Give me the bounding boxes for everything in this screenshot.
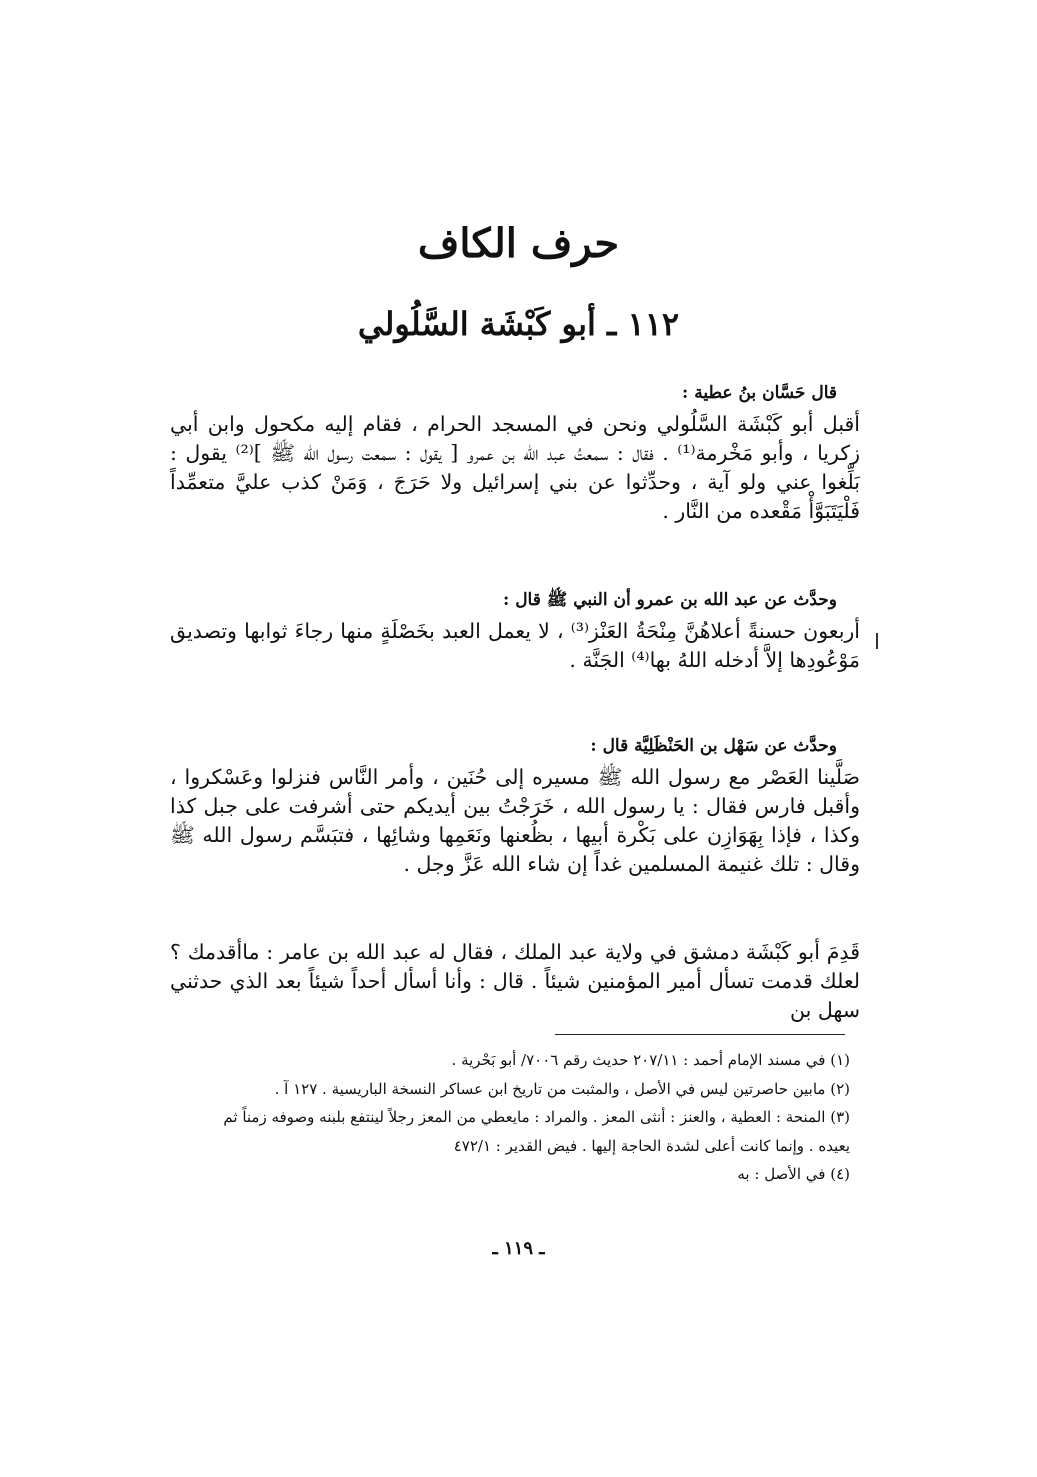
- section-3-intro: وحدَّث عن سَهْل بن الحَنْظَلِيَّة قال :: [590, 736, 837, 756]
- footnote-2: (٢) مابين حاصرتين ليس في الأصل ، والمثبت من تاريخ ابن عساكر النسخة الباريسية . ١٢٧ آ .: [274, 1079, 850, 1098]
- section-1-text: [170, 410, 860, 526]
- section-3-paragraph: صَلَّينا العَصْر مع رسول الله ﷺ مسيره إلى حُنَين ، وأمر النَّاس فنزلوا وعَسْكروا ، وأقبل فارس فقال : يا رسول الله ، خَرَجْتُ بين أيديكم حتى أشرفت على جبل كذا وكذا ، فإذا بِهَوَازِن على بَكْرة أبيها ، بظُعنها ونَعَمِها وشائِها ، فتبَسَّم رسول الله ﷺ وقال : تلك غنيمة المسلمين غداً إن شاء الله عَزَّ وجل .: [170, 765, 860, 877]
- section-1-paragraph: أقبل أبو كَبْشَة السَّلُولي ونحن في المسجد الحرام ، فقام إليه مكحول وابن أبي زكريا ، وأبو مَخْرمة⁽¹⁾ . فقال : سمعتُ عبد الله بن عمرو [ يقول : سمعت رسول الله ﷺ ]⁽²⁾ يقول : بَلِّغوا عني ولو آية ، وحدِّثوا عن بني إسرائيل ولا حَرَجَ ، وَمَنْ كذب عليَّ متعمِّداً فَلْيَتَبَوَّأْ مَقْعده من النَّار .: [170, 412, 860, 524]
- section-2-text: [170, 617, 860, 675]
- page-number: ـ ١١٩ ـ: [492, 1238, 545, 1259]
- footnote-4: (٤) في الأصل : به: [737, 1165, 850, 1183]
- footnote-3-continued: يعيده . وإنما كانت أعلى لشدة الحاجة إليها . فيض القدير : ٤٧٢/١: [453, 1136, 850, 1155]
- section-2-intro: وحدَّث عن عبد الله بن عمرو أن النبي ﷺ قال :: [503, 590, 837, 610]
- section-3-text: [170, 763, 860, 879]
- section-4-paragraph: قَدِمَ أبو كَبْشَة دمشق في ولاية عبد الملك ، فقال له عبد الله بن عامر : ماأقدمك ؟ لعلك قدمت تسأل أمير المؤمنين شيئاً . قال : وأنا أسأل أحداً شيئاً بعد الذي حدثني سهل بن: [170, 940, 860, 1023]
- section-2-paragraph: أربعون حسنةً أعلاهُنَّ مِنْحَةُ العَنْز⁽³⁾ ، لا يعمل العبد بخَصْلَةٍ منها رجاءَ ثوابها وتصديق مَوْعُودِها إلاَّ أدخله اللهُ بها⁽⁴⁾ الجَنَّة .: [170, 619, 861, 673]
- margin-mark: [876, 633, 878, 649]
- footnote-3: (٣) المنحة : العطية ، والعنز : أنثى المعز . والمراد : مايعطي من المعز رجلاً لينتفع بلبنه وصوفه زمناً ثم: [223, 1108, 850, 1126]
- entry-title: ١١٢ ـ أبو كَبْشَة السَّلُولي: [357, 305, 680, 343]
- section-4-text: [170, 938, 860, 1025]
- footnote-1: (١) في مسند الإمام أحمد : ٢٠٧/١١ حديث رقم ٧٠٠٦/ أبو بَحْرية .: [451, 1051, 850, 1069]
- section-1-intro: قال حَسَّان بنُ عطية :: [682, 383, 837, 403]
- chapter-title: حرف الكاف: [417, 220, 620, 267]
- footnote-separator: [555, 1034, 845, 1035]
- footnotes: [160, 1046, 850, 1189]
